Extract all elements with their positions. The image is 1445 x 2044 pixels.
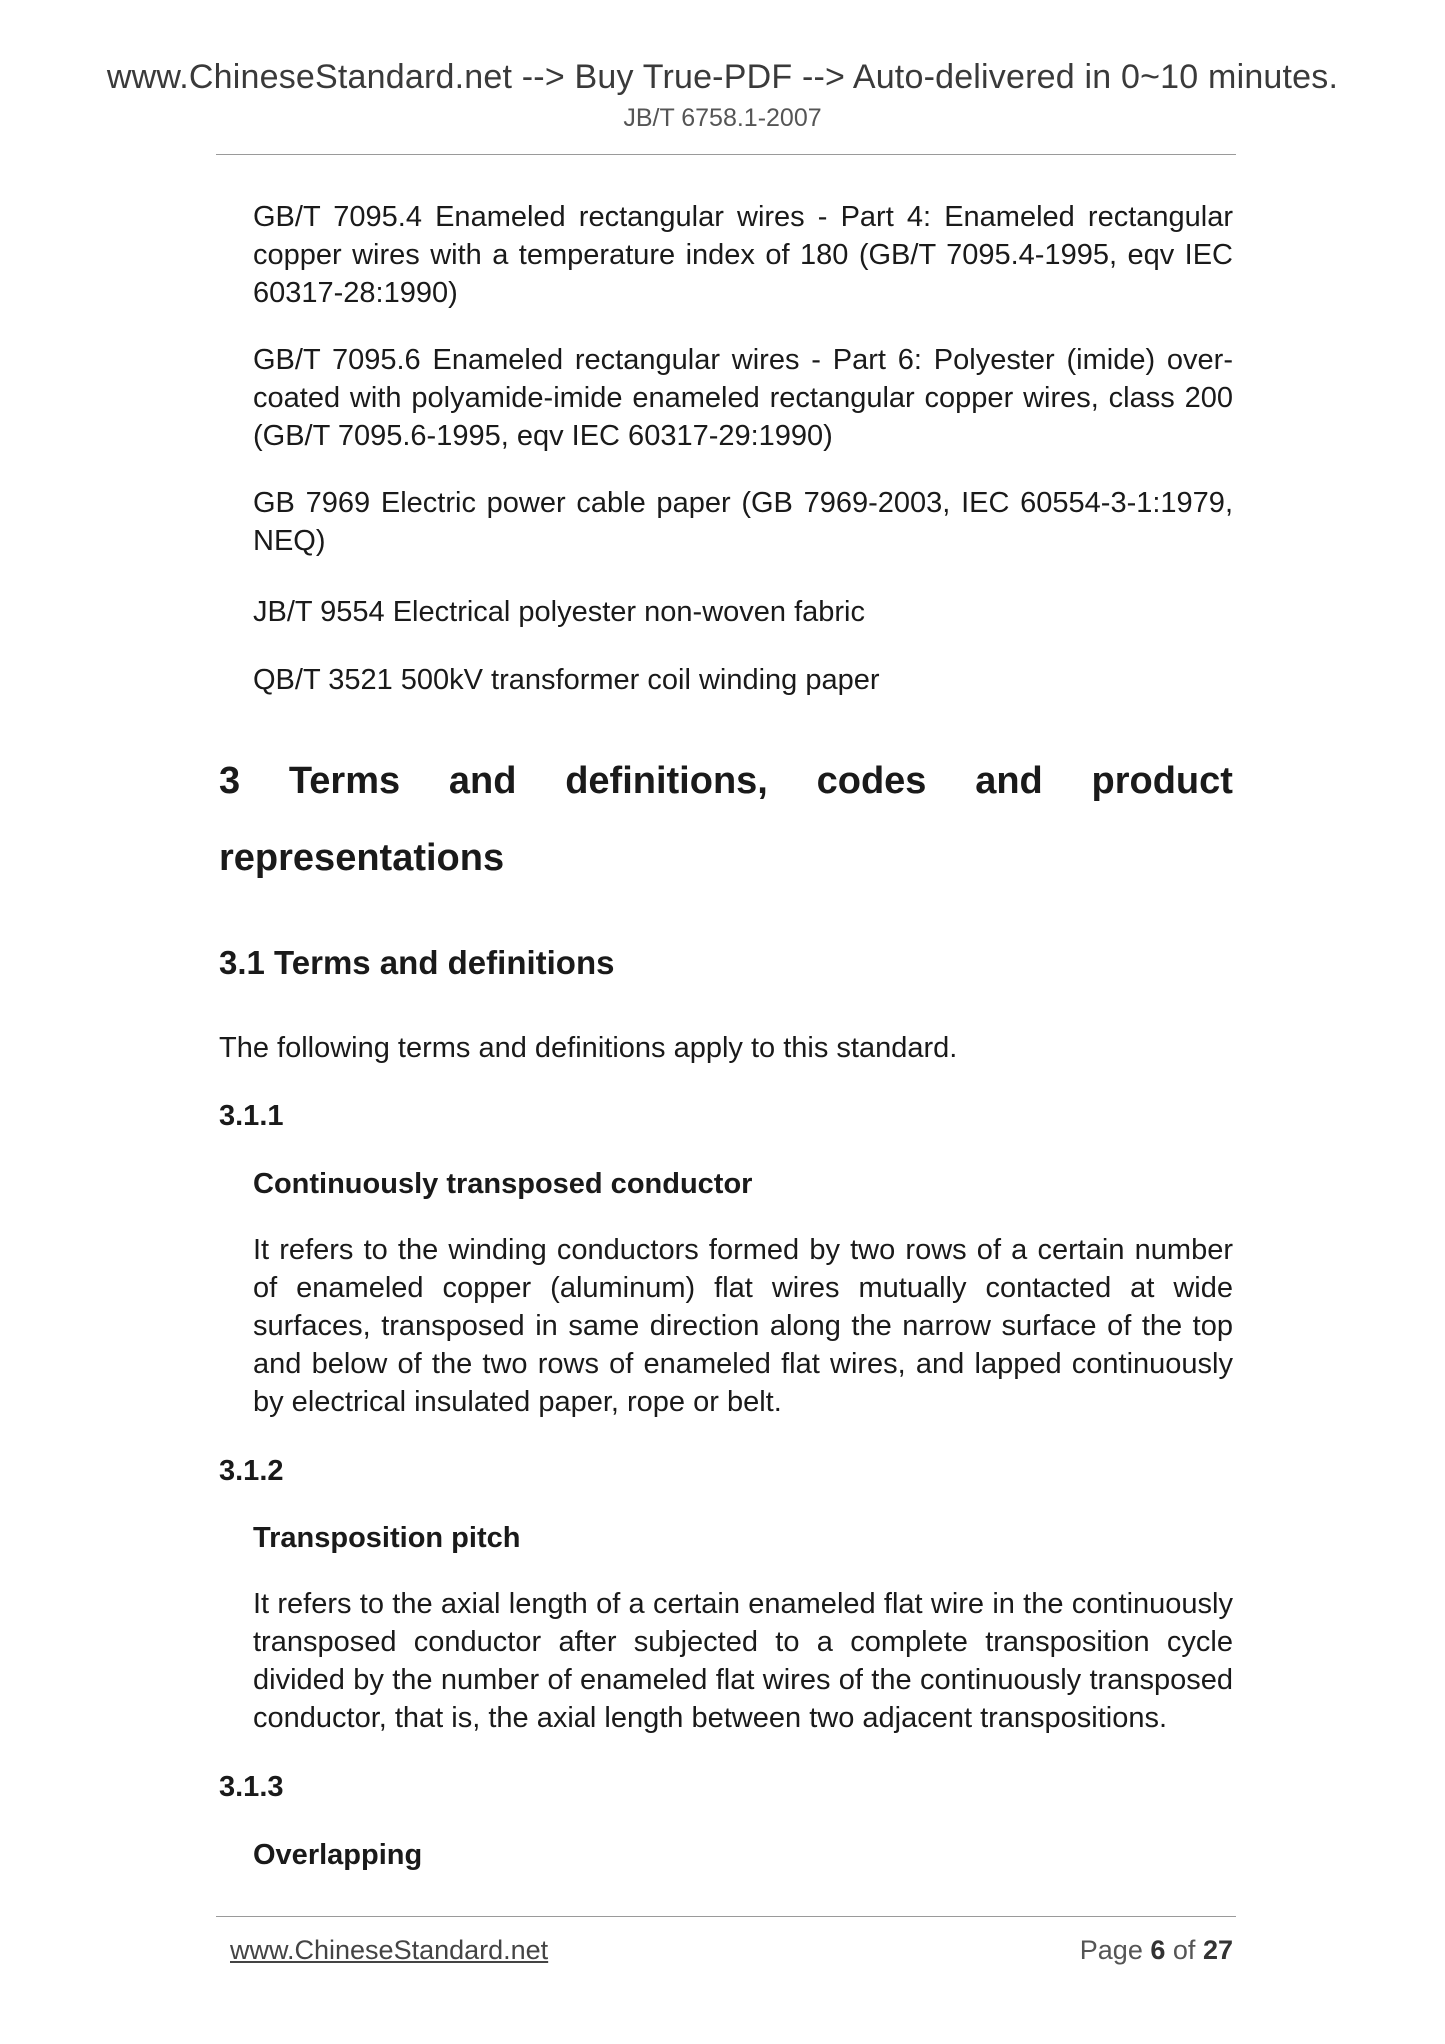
term-3-1-1-number: 3.1.1 [219, 1100, 284, 1132]
section-3-title-line2: representations [219, 837, 505, 879]
section-3-number: 3 [219, 760, 241, 802]
term-3-1-3-number: 3.1.3 [219, 1771, 284, 1803]
section-3-title-word: and [448, 760, 517, 802]
footer-website-link[interactable]: www.ChineseStandard.net [230, 1935, 549, 1965]
reference-qbt-3521: QB/T 3521 500kV transformer coil winding paper [253, 664, 880, 696]
header-divider [216, 154, 1236, 155]
page-indicator [1080, 1935, 1233, 1966]
term-3-1-2-definition: It refers to the axial length of a certain enameled flat wire in the continuously transposed conductor after subjected to a complete transposition cycle divided by the number of enameled flat wires of the continuously transposed conductor, that is, the axial length between two adjacent transpositions. [253, 1588, 1233, 1734]
section-3-title-word: definitions, [565, 760, 768, 802]
header-banner-link[interactable]: www.ChineseStandard.net --> Buy True-PDF --> Auto-delivered in 0~10 minutes. [106, 58, 1339, 96]
section-3-heading [219, 743, 1233, 897]
reference-jbt-9554: JB/T 9554 Electrical polyester non-woven fabric [253, 596, 865, 628]
section-3-title-word: codes [816, 760, 927, 802]
reference-gbt-7095-6: GB/T 7095.6 Enameled rectangular wires - Part 6: Polyester (imide) over-coated with polyamide-imide enameled rectangular copper wires, class 200 (GB/T 7095.6-1995, eqv IEC 60317-29:1990) [253, 344, 1233, 452]
page-current: 6 [1150, 1935, 1166, 1965]
term-3-1-1-title: Continuously transposed conductor [253, 1168, 753, 1200]
section-3-title-word: and [975, 760, 1043, 802]
reference-gbt-7095-4: GB/T 7095.4 Enameled rectangular wires - Part 4: Enameled rectangular copper wires with a temperature index of 180 (GB/T 7095.4-1995, eqv IEC 60317-28:1990) [253, 201, 1233, 309]
section-3-title-word: Terms [288, 760, 401, 802]
section-3-title-word: product [1091, 760, 1233, 802]
section-3-1-heading: 3.1 Terms and definitions [219, 944, 615, 981]
term-3-1-3-title: Overlapping [253, 1839, 423, 1871]
page-of: of [1172, 1935, 1196, 1965]
standard-number: JB/T 6758.1-2007 [623, 104, 822, 132]
reference-gb-7969: GB 7969 Electric power cable paper (GB 7969-2003, IEC 60554-3-1:1979, NEQ) [253, 487, 1233, 557]
term-3-1-2-title: Transposition pitch [253, 1522, 521, 1554]
term-3-1-2-number: 3.1.2 [219, 1455, 284, 1487]
page-total: 27 [1202, 1935, 1233, 1965]
term-3-1-1-definition: It refers to the winding conductors formed by two rows of a certain number of enameled copper (aluminum) flat wires mutually contacted at wide surfaces, transposed in same direction along the narrow surface of the top and below of the two rows of enameled flat wires, and lapped continuously by electrical insulated paper, rope or belt. [253, 1234, 1233, 1418]
page-word: Page [1079, 1935, 1143, 1965]
footer-divider [216, 1916, 1236, 1917]
section-3-1-intro: The following terms and definitions apply to this standard. [219, 1032, 958, 1064]
